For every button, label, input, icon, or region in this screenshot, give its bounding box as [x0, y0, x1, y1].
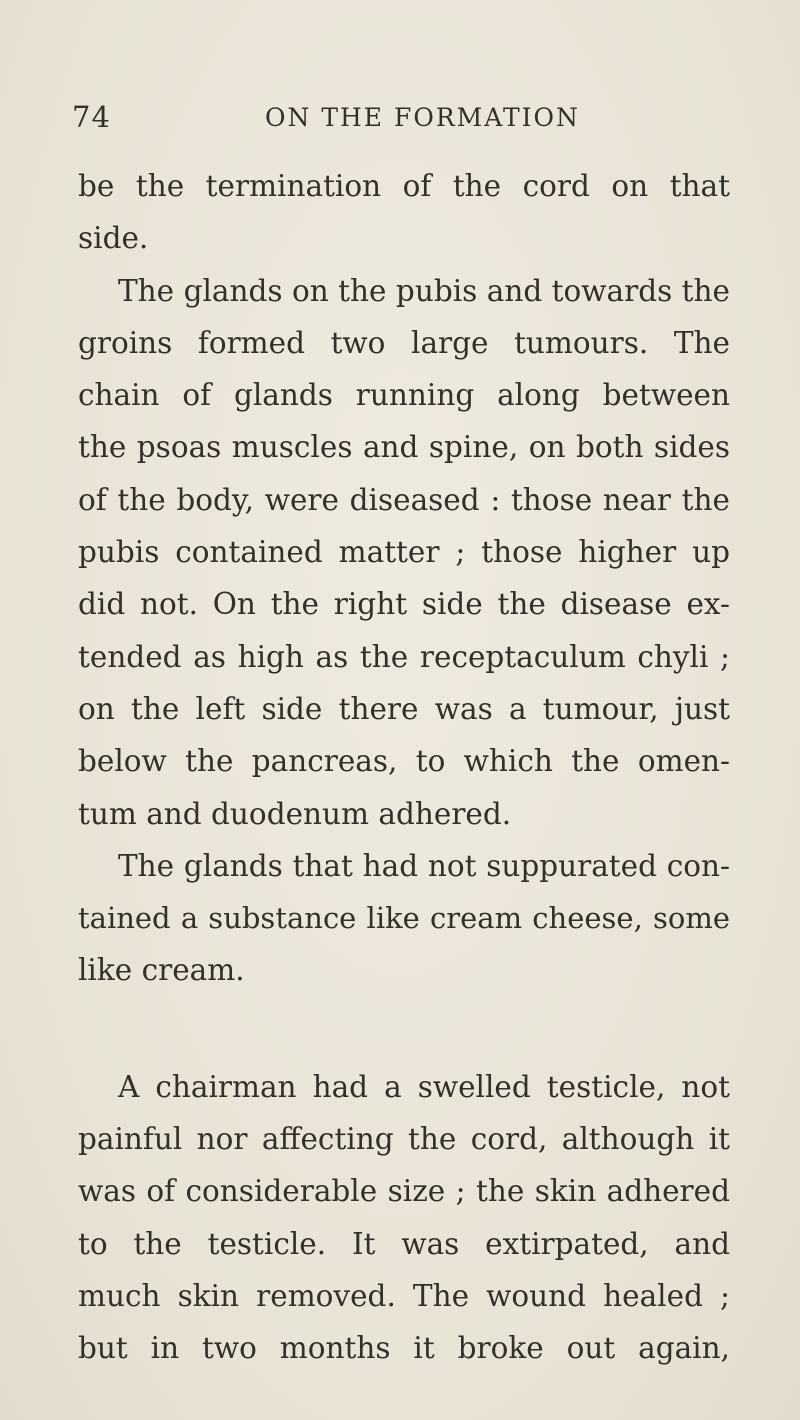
text-line: but in two months it broke out again,: [78, 1331, 730, 1366]
text-line: painful nor affecting the cord, although it: [78, 1122, 730, 1157]
paragraph: [78, 160, 730, 265]
text-line: of the body, were diseased : those near the: [78, 482, 730, 517]
paragraph: [78, 1061, 730, 1375]
text-line: The glands that had not suppurated con-: [118, 848, 730, 883]
text-line: the psoas muscles and spine, on both sides: [78, 430, 730, 465]
running-title: ON THE FORMATION: [265, 103, 580, 132]
text-line: A chairman had a swelled testicle, not: [118, 1069, 730, 1104]
text-line: was of considerable size ; the skin adhered: [78, 1174, 730, 1209]
page-number: 74: [72, 100, 111, 134]
text-line: be the termination of the cord on that: [78, 169, 730, 203]
text-line: below the pancreas, to which the omen-: [78, 744, 730, 779]
running-head: [0, 100, 800, 140]
text-line: to the testicle. It was extirpated, and: [78, 1226, 730, 1261]
body-text: [78, 160, 730, 1375]
text-line: chain of glands running along between: [78, 378, 730, 413]
text-line: groins formed two large tumours. The: [78, 325, 730, 360]
text-line: much skin removed. The wound healed ;: [78, 1278, 730, 1313]
paragraph: [78, 840, 730, 997]
text-line: The glands on the pubis and towards the: [118, 273, 730, 308]
text-line: tum and duodenum adhered.: [78, 796, 512, 831]
text-line: tained a substance like cream cheese, some: [78, 901, 730, 936]
text-line: did not. On the right side the disease ex-: [78, 587, 730, 622]
text-line: tended as high as the receptaculum chyli ;: [78, 639, 730, 674]
paragraph: [78, 265, 730, 840]
text-line: on the left side there was a tumour, just: [78, 691, 730, 726]
text-line: side.: [78, 221, 149, 256]
section-gap: [78, 997, 730, 1061]
text-line: pubis contained matter ; those higher up: [78, 535, 730, 570]
text-line: like cream.: [78, 953, 245, 988]
